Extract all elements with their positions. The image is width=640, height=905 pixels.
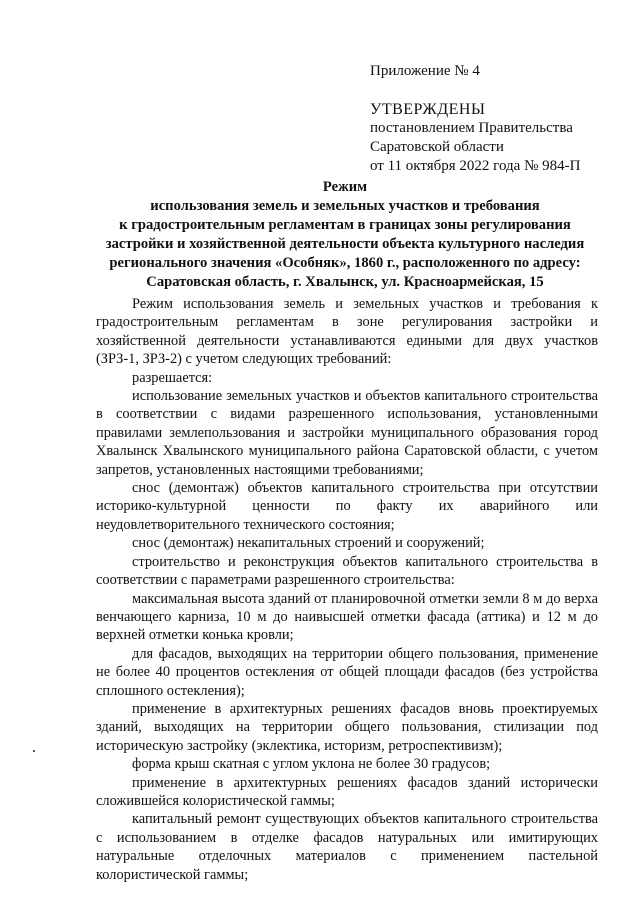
document-body bbox=[96, 295, 598, 884]
body-paragraph: капитальный ремонт существующих объектов капитального строительства с использованием в отделке фасадов натуральных или имитирующих натуральные отделочных материалов с применением пастельной колористической гаммы; bbox=[96, 811, 598, 883]
approval-line: от 11 октября 2022 года № 984-П bbox=[370, 158, 581, 174]
title-line: застройки и хозяйственной деятельности объекта культурного наследия bbox=[105, 236, 585, 252]
title-line: Режим bbox=[322, 179, 368, 195]
approval-line: постановлением Правительства bbox=[370, 120, 573, 136]
body-paragraph: форма крыш скатная с углом уклона не более 30 градусов; bbox=[132, 756, 491, 773]
body-paragraph: максимальная высота зданий от планировочной отметки земли 8 м до верха венчающего карниза, 10 м до наивысшей отметки фасада (аттика) и 12 м до верхней отметки конька кровли; bbox=[96, 590, 598, 644]
body-paragraph: для фасадов, выходящих на территории общего пользования, применение не более 40 процентов остекления от общей площади фасадов (без устройства сплошного остекления); bbox=[96, 645, 598, 699]
title-line: к градостроительным регламентам в границах зоны регулирования bbox=[119, 217, 571, 233]
approval-block bbox=[370, 62, 620, 176]
approval-line: Саратовской области bbox=[370, 139, 504, 155]
title-line: регионального значения «Особняк», 1860 г., расположенного по адресу: bbox=[109, 255, 581, 271]
body-paragraph: Режим использования земель и земельных участков и требования к градостроительным регламентам в зоне регулирования застройки и хозяйственной деятельности устанавливаются едиными для двух участков (ЗРЗ-1, ЗРЗ-2) с учетом следующих требований: bbox=[96, 296, 598, 368]
body-paragraph: использование земельных участков и объектов капитального строительства в соответствии с видами разрешенного использования, установленными правилами землепользования и застройки муниципального образования город Хвалынск Хвалынского муниципального района Саратовской области, с учетом запретов, установленных настоящими требованиями; bbox=[96, 388, 598, 478]
body-paragraph: снос (демонтаж) объектов капитального строительства при отсутствии историко-культурной ценности по факту их аварийного или неудовлетворительного технического состояния; bbox=[96, 480, 598, 533]
body-paragraph: применение в архитектурных решениях фасадов вновь проектируемых зданий, выходящих на территории общего пользования, стилизации под историческую застройку (эклектика, историзм, ретроспективизм); bbox=[96, 700, 598, 754]
title-line: Саратовская область, г. Хвалынск, ул. Красноармейская, 15 bbox=[146, 274, 544, 290]
document-title bbox=[80, 178, 610, 292]
body-paragraph: строительство и реконструкция объектов капитального строительства в соответствии с параметрами разрешенного строительства: bbox=[96, 553, 598, 589]
annex-number: Приложение № 4 bbox=[370, 63, 480, 79]
body-paragraph: снос (демонтаж) некапитальных строений и сооружений; bbox=[132, 535, 485, 552]
title-line: использования земель и земельных участков и требования bbox=[150, 198, 540, 214]
body-paragraph: применение в архитектурных решениях фасадов зданий исторически сложившейся колористической гаммы; bbox=[96, 774, 598, 809]
approved-heading: УТВЕРЖДЕНЫ bbox=[370, 101, 486, 118]
scan-speck bbox=[33, 750, 35, 752]
body-paragraph: разрешается: bbox=[132, 369, 213, 386]
